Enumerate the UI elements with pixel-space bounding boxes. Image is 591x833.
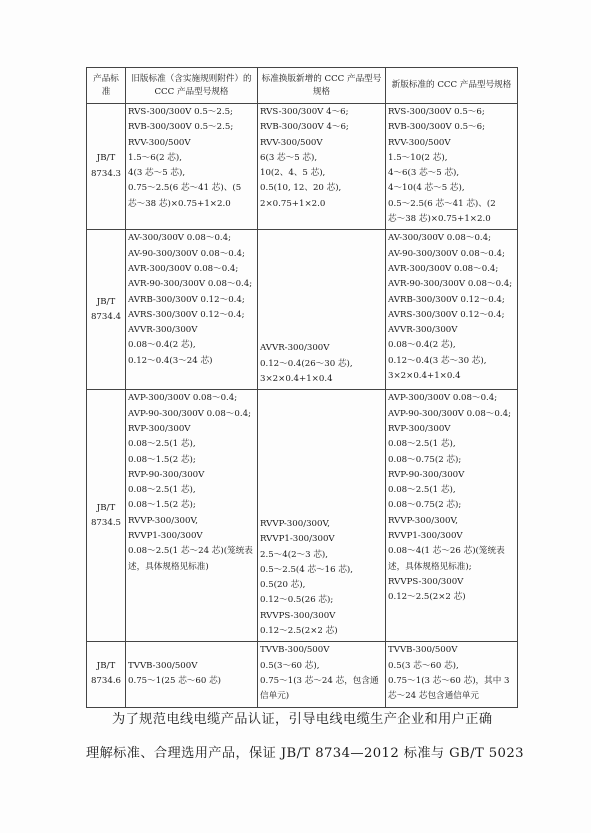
spec-line: 0.08～1.5(2 芯); — [128, 500, 196, 511]
old-spec-cell — [126, 230, 258, 390]
spec-line: AVVR-300/300V — [260, 343, 330, 354]
spec-line: 1.5～10(2 芯), — [388, 152, 448, 163]
spec-line: 0.08～0.4(2 芯), — [388, 340, 456, 351]
spec-line: AVVR-300/300V — [388, 325, 458, 336]
spec-line: 0.08～2.5(1 芯～24 芯)(笼统表述，具体规格见标准) — [128, 546, 253, 572]
spec-line: AVRS-300/300V 0.12～0.4; — [128, 309, 245, 320]
spec-line: 0.08～2.5(1 芯), — [388, 485, 456, 496]
spec-line: AVP-90-300/300V 0.08～0.4; — [128, 408, 251, 419]
standard-number: 8734.3 — [90, 168, 122, 179]
spec-line: 0.08～2.5(1 芯), — [388, 439, 456, 450]
spec-line: TVVB-300/500V — [388, 645, 458, 656]
spec-line: 0.12～0.4(3～24 芯) — [128, 355, 213, 366]
standard-prefix: JB/T — [96, 153, 116, 164]
spec-line: 4～6(3 芯～5 芯), — [388, 168, 460, 179]
old-spec-cell — [126, 642, 258, 707]
new-spec-cell — [386, 642, 518, 707]
spec-line: 0.12～0.5(26 芯); — [260, 595, 334, 606]
spec-line: RVB-300/300V 0.5～2.5; — [128, 122, 234, 133]
standard-cell — [87, 390, 126, 642]
spec-line: 0.5(10, 12、20 芯), — [260, 183, 342, 194]
spec-line: 0.08～0.75(2 芯); — [388, 500, 462, 511]
spec-line: RVS-300/300V 0.5～2.5; — [128, 107, 233, 117]
spec-line: AVR-300/300V 0.08～0.4; — [128, 263, 239, 274]
spec-line: 0.5～2.5(4 芯～16 芯), — [260, 564, 354, 575]
old-spec-cell — [126, 390, 258, 642]
spec-line: RVS-300/300V 4～6; — [260, 107, 349, 117]
spec-line: 0.08～1.5(2 芯); — [128, 454, 196, 465]
added-spec-cell — [258, 642, 386, 707]
spec-line: 0.12～0.4(3 芯～30 芯), — [388, 355, 487, 366]
header-old-spec: 旧版标准（含实施规则附件）的 CCC 产品型号规格 — [126, 68, 258, 104]
spec-line: AVR-300/300V 0.08～0.4; — [388, 263, 499, 274]
spec-line: TVVB-300/500V — [260, 645, 330, 656]
new-spec-cell — [386, 390, 518, 642]
standard-prefix: JB/T — [96, 296, 116, 307]
added-spec-cell — [258, 390, 386, 642]
spec-line: 1.5～6(2 芯), — [128, 152, 182, 163]
spec-line: RVP-300/300V — [388, 423, 451, 434]
new-spec-cell — [386, 230, 518, 390]
spec-line: AV-90-300/300V 0.08～0.4; — [388, 248, 505, 259]
spec-line: RVV-300/500V — [388, 137, 451, 148]
spec-line: 4～10(4 芯～5 芯), — [388, 183, 465, 194]
spec-line: AVP-90-300/300V 0.08～0.4; — [388, 408, 511, 419]
body-paragraph-line-2: 理解标准、合理选用产品，保证 JB/T 8734—2012 标准与 GB/T 5023 — [86, 746, 524, 761]
standard-cell — [87, 230, 126, 390]
header-product-standard: 产品标准 — [87, 68, 126, 104]
spec-line: AV-90-300/300V 0.08～0.4; — [128, 248, 245, 259]
spec-line: AVRS-300/300V 0.12～0.4; — [388, 309, 505, 320]
table-row — [87, 390, 518, 642]
spec-line: RVVP-300/300V, — [388, 515, 458, 526]
spec-line: 0.5～2.5(6 芯～41 芯)、(2 — [388, 198, 496, 209]
header-added-spec: 标准换版新增的 CCC 产品型号规格 — [258, 68, 386, 104]
standard-number: 8734.5 — [90, 517, 122, 528]
spec-line: RVVPS-300/300V — [388, 576, 464, 587]
table-row — [87, 642, 518, 707]
spec-line: RVS-300/300V 0.5～6; — [388, 107, 485, 117]
spec-line: AVP-300/300V 0.08～0.4; — [388, 393, 498, 404]
table-row — [87, 104, 518, 230]
standard-prefix: JB/T — [96, 661, 116, 672]
spec-line: RVVP1-300/300V — [388, 531, 463, 542]
spec-line: 0.75～2.5(6 芯～41 芯)、(5 — [128, 183, 242, 194]
spec-line: RVB-300/300V 0.5～6; — [388, 122, 486, 133]
spec-line: 0.5(20 芯), — [260, 580, 306, 591]
table-header-row — [87, 68, 518, 104]
standard-cell — [87, 104, 126, 230]
standard-prefix: JB/T — [96, 502, 116, 513]
spec-line: RVVP-300/300V, — [260, 519, 330, 529]
spec-line: 0.75～1(3 芯～60 芯)，其中 3 芯～24 芯包含通信单元 — [388, 675, 510, 702]
spec-line: AVR-90-300/300V 0.08～0.4; — [388, 279, 513, 290]
standard-cell — [87, 642, 126, 707]
spec-line: 0.12～2.5(2×2 芯) — [260, 626, 338, 637]
spec-line: 10(2、4、5 芯), — [260, 168, 326, 179]
spec-line: RVVP1-300/300V — [128, 531, 203, 542]
spec-line: RVVP-300/300V, — [128, 515, 198, 526]
spec-line: AV-300/300V 0.08～0.4; — [388, 233, 492, 244]
spec-line: 0.12～2.5(2×2 芯) — [388, 592, 466, 603]
spec-line: 0.5(3 芯～60 芯), — [388, 660, 459, 671]
spec-line: RVVP1-300/300V — [260, 534, 335, 545]
spec-line: 3×2×0.4+1×0.4 — [388, 371, 461, 382]
spec-line: RVV-300/500V — [260, 137, 323, 148]
spec-line: RVV-300/500V — [128, 137, 191, 148]
spec-line: 芯～38 芯)×0.75+1×2.0 — [388, 214, 491, 225]
spec-line: 3×2×0.4+1×0.4 — [260, 374, 333, 385]
added-spec-cell — [258, 104, 386, 230]
spec-line: 2×0.75+1×2.0 — [260, 198, 326, 209]
header-new-spec: 新版标准的 CCC 产品型号规格 — [386, 68, 518, 104]
spec-line: 0.75～1(25 芯～60 芯) — [128, 675, 222, 686]
spec-line: AVP-300/300V 0.08～0.4; — [128, 393, 238, 404]
spec-line: 0.08～2.5(1 芯), — [128, 439, 196, 450]
spec-line: 0.08～4(1 芯～26 芯)(笼统表述，具体规格见标准); — [388, 546, 505, 572]
spec-line: 0.08～0.4(2 芯), — [128, 340, 196, 351]
spec-line: 4(3 芯～5 芯), — [128, 168, 186, 179]
spec-line: RVP-90-300/300V — [128, 469, 205, 480]
spec-line: 0.5(3～60 芯), — [260, 660, 320, 671]
new-spec-cell — [386, 104, 518, 230]
spec-line: RVVPS-300/300V — [260, 610, 336, 621]
old-spec-cell — [126, 104, 258, 230]
ccc-spec-table — [86, 67, 518, 708]
spec-line: AV-300/300V 0.08～0.4; — [128, 233, 232, 244]
spec-line: 0.12～0.4(26～30 芯), — [260, 358, 353, 369]
spec-line: RVP-90-300/300V — [388, 469, 465, 480]
spec-line: AVVR-300/300V — [128, 325, 198, 336]
spec-line: 0.08～0.75(2 芯); — [388, 454, 462, 465]
spec-line: AVRB-300/300V 0.12～0.4; — [128, 294, 245, 305]
spec-line: AVRB-300/300V 0.12～0.4; — [388, 294, 505, 305]
spec-line: RVP-300/300V — [128, 423, 191, 434]
spec-line: 0.75～1(3 芯～24 芯，包含通信单元) — [260, 675, 379, 702]
spec-line: 0.08～2.5(1 芯), — [128, 485, 196, 496]
spec-line: RVB-300/300V 4～6; — [260, 122, 349, 133]
spec-line: 芯～38 芯)×0.75+1×2.0 — [128, 198, 231, 209]
standard-number: 8734.4 — [90, 311, 122, 322]
spec-line: TVVB-300/500V — [128, 660, 198, 671]
added-spec-cell — [258, 230, 386, 390]
spec-line: 6(3 芯～5 芯), — [260, 152, 318, 163]
spec-line: 2.5～4(2～3 芯), — [260, 549, 329, 560]
standard-number: 8734.6 — [90, 676, 122, 687]
body-paragraph-line-1: 为了规范电线电缆产品认证，引导电线电缆生产企业和用户正确 — [112, 712, 493, 727]
table-row — [87, 230, 518, 390]
spec-line: AVR-90-300/300V 0.08～0.4; — [128, 279, 253, 290]
